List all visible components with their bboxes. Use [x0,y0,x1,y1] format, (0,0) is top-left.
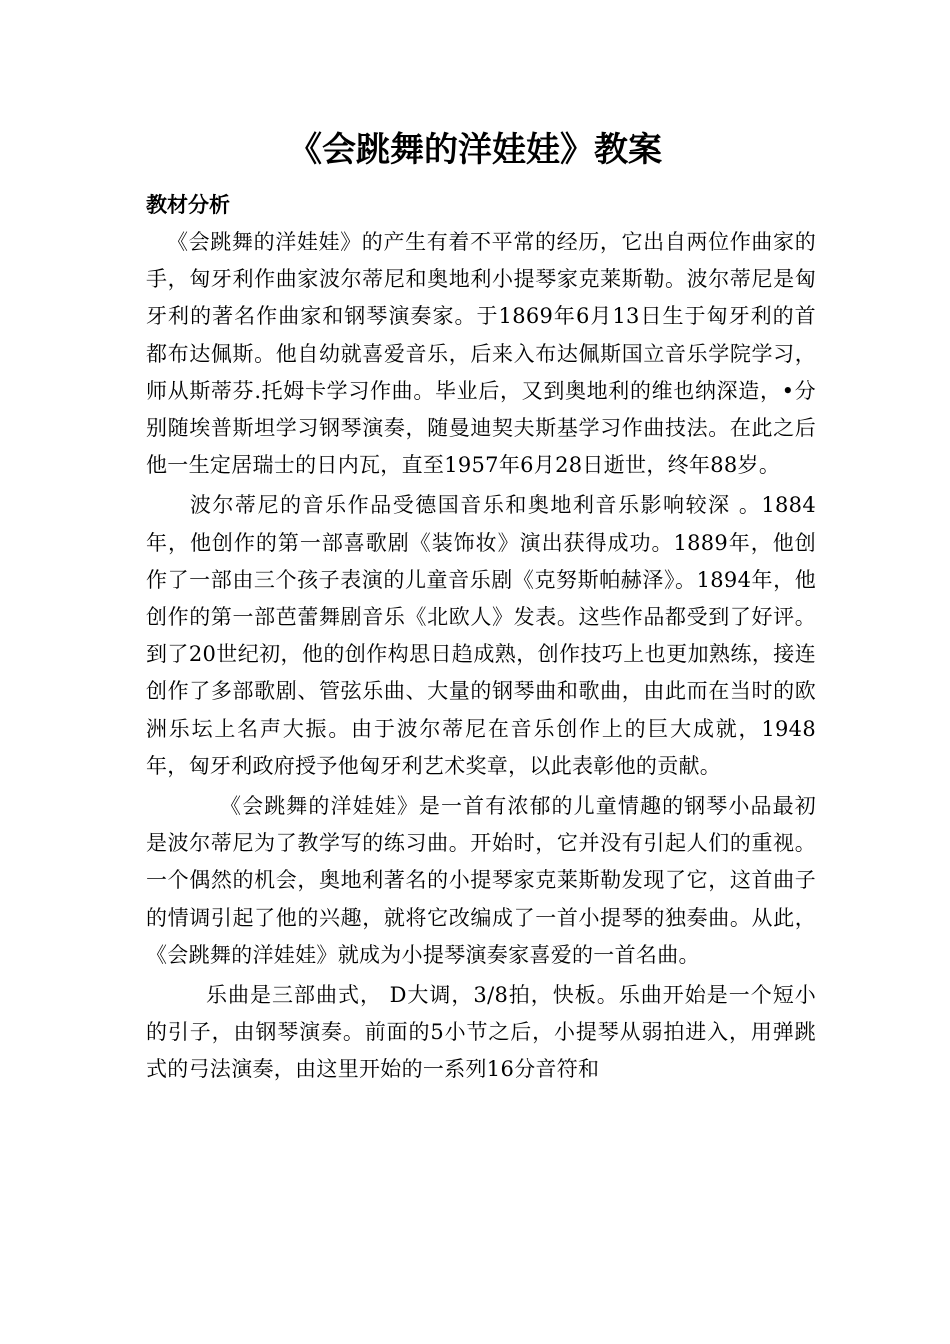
paragraph-4: 乐曲是三部曲式， D大调，3/8拍，快板。乐曲开始是一个短小的引子，由钢琴演奏。前面的5小节之后，小提琴从弱拍进入，用弹跳式的弓法演奏，由这里开始的一系列16分音符和 [146,983,816,1082]
section-heading: 教材分析 [146,193,230,217]
paragraph-3: 《会跳舞的洋娃娃》是一首有浓郁的儿童情趣的钢琴小品最初是波尔蒂尼为了教学写的练习曲。开始时，它并没有引起人们的重视。一个偶然的机会，奥地利著名的小提琴家克莱斯勒发现了它，这首曲子的情调引起了他的兴趣，就将它改编成了一首小提琴的独奏曲。从此，《会跳舞的洋娃娃》就成为小提琴演奏家喜爱的一首名曲。 [146,794,816,967]
paragraph-2: 波尔蒂尼的音乐作品受德国音乐和奥地利音乐影响较深 。1884年，他创作的第一部喜歌剧《装饰妆》演出获得成功。1889年，他创作了一部由三个孩子表演的儿童音乐剧《克努斯帕赫泽》。1894年，他创作的第一部芭蕾舞剧音乐《北欧人》发表。这些作品都受到了好评。到了20世纪初，他的创作构思日趋成熟，创作技巧上也更加熟练，接连创作了多部歌剧、管弦乐曲、大量的钢琴曲和歌曲，由此而在当时的欧洲乐坛上名声大振。由于波尔蒂尼在音乐创作上的巨大成就，1948年，匈牙利政府授予他匈牙利艺术奖章，以此表彰他的贡献。 [146,493,816,778]
paragraph-1: 《会跳舞的洋娃娃》的产生有着不平常的经历，它出自两位作曲家的手，匈牙利作曲家波尔蒂尼和奥地利小提琴家克莱斯勒。波尔蒂尼是匈牙利的著名作曲家和钢琴演奏家。于1869年6月13日生于匈牙利的首都布达佩斯。他自幼就喜爱音乐，后来入布达佩斯国立音乐学院学习，师从斯蒂芬.托姆卡学习作曲。毕业后，又到奥地利的维也纳深造，•分别随埃普斯坦学习钢琴演奏，随曼迪契夫斯基学习作曲技法。在此之后他一生定居瑞士的日内瓦，直至1957年6月28日逝世，终年88岁。 [146,230,816,478]
page-title: 《会跳舞的洋娃娃》教案 [288,130,662,170]
body-text [146,224,816,1089]
